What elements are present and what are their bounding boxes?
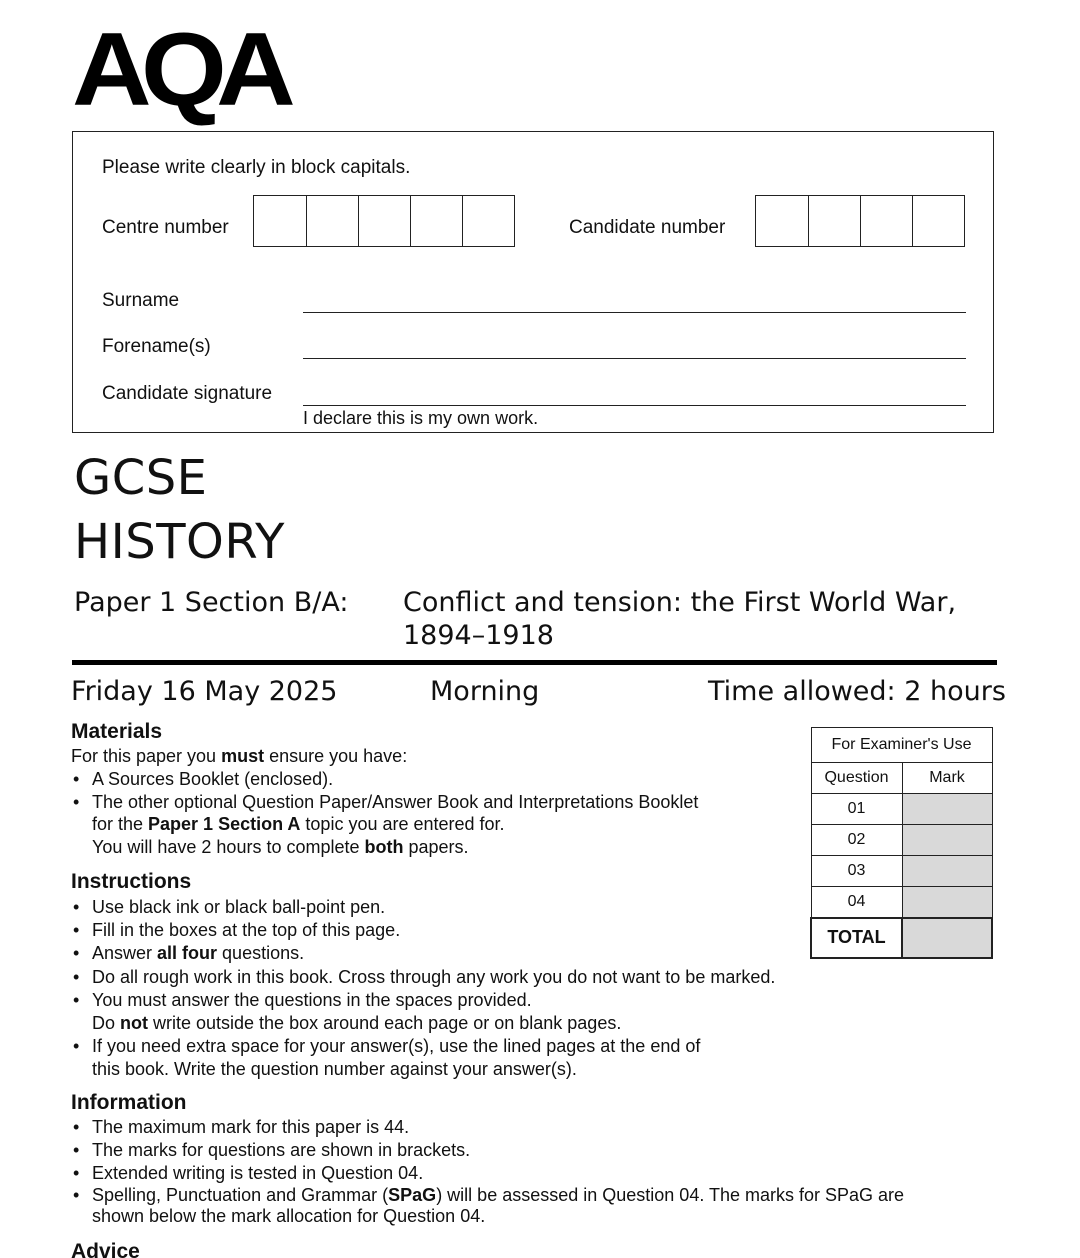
- subject-title: HISTORY: [74, 514, 285, 570]
- paper-title-line1: Conflict and tension: the First World War,: [403, 587, 957, 618]
- question-number: 04: [811, 887, 902, 918]
- centre-number-digit[interactable]: [358, 196, 410, 246]
- signature-label: Candidate signature: [102, 383, 273, 404]
- declaration-text: I declare this is my own work.: [303, 408, 539, 428]
- materials-list: [71, 768, 698, 858]
- question-number: 03: [811, 856, 902, 887]
- forenames-field[interactable]: [303, 358, 966, 359]
- surname-field[interactable]: [303, 312, 966, 313]
- table-row: [811, 887, 992, 918]
- total-row: [811, 918, 992, 958]
- list-item: • Use black ink or black ball-point pen.: [71, 896, 775, 919]
- list-item: • The maximum mark for this paper is 44.: [71, 1116, 904, 1139]
- list-item: • Answer all four questions.: [71, 942, 775, 965]
- information-heading: Information: [71, 1091, 187, 1114]
- list-item: • You must answer the questions in the spaces provided. Do not write outside the box around each page or on blank pages.: [71, 989, 775, 1035]
- time-allowed: Time allowed: 2 hours: [708, 676, 1006, 707]
- centre-number-label: Centre number: [102, 217, 229, 238]
- centre-number-boxes[interactable]: [253, 195, 515, 247]
- materials-intro: For this paper you must ensure you have:: [71, 746, 408, 766]
- mark-column-header: Mark: [902, 763, 992, 794]
- mark-cell: [902, 794, 992, 825]
- instructions-list: [71, 896, 775, 1082]
- mark-cell: [902, 825, 992, 856]
- aqa-logo: AQA: [72, 12, 286, 128]
- total-mark-cell: [902, 918, 992, 958]
- candidate-details-box: [72, 131, 994, 433]
- centre-number-digit[interactable]: [410, 196, 462, 246]
- examiners-use-table: [810, 727, 993, 959]
- centre-number-digit[interactable]: [254, 196, 306, 246]
- header-divider: [72, 660, 997, 665]
- table-row: [811, 856, 992, 887]
- advice-heading: Advice: [71, 1240, 140, 1258]
- centre-number-digit[interactable]: [306, 196, 358, 246]
- list-item: • Spelling, Punctuation and Grammar (SPaG) will be assessed in Question 04. The marks for SPaG are shown below the mark allocation for Question 04.: [71, 1185, 904, 1227]
- qualification-title: GCSE: [74, 450, 208, 506]
- information-list: [71, 1116, 904, 1227]
- paper-title-line2: 1894–1918: [403, 620, 554, 651]
- forenames-label: Forename(s): [102, 336, 211, 357]
- block-capitals-instruction: Please write clearly in block capitals.: [102, 157, 411, 178]
- list-item: • The other optional Question Paper/Answer Book and Interpretations Booklet for the Paper 1 Section A topic you are entered for. You will have 2 hours to complete both papers.: [71, 791, 698, 859]
- candidate-number-digit[interactable]: [860, 196, 912, 246]
- exam-session: Morning: [430, 676, 540, 707]
- instructions-heading: Instructions: [71, 870, 192, 893]
- materials-heading: Materials: [71, 720, 163, 743]
- candidate-number-digit[interactable]: [912, 196, 964, 246]
- examiners-use-title: For Examiner's Use: [811, 728, 992, 763]
- list-item: • Do all rough work in this book. Cross through any work you do not want to be marked.: [71, 966, 775, 989]
- list-item: • If you need extra space for your answer(s), use the lined pages at the end of this book. Write the question number against your answer(s).: [71, 1035, 775, 1081]
- list-item: • The marks for questions are shown in brackets.: [71, 1139, 904, 1162]
- question-number: 01: [811, 794, 902, 825]
- question-number: 02: [811, 825, 902, 856]
- candidate-number-label: Candidate number: [569, 217, 726, 238]
- candidate-number-digit[interactable]: [756, 196, 808, 246]
- list-item: • Extended writing is tested in Question 04.: [71, 1162, 904, 1185]
- question-column-header: Question: [811, 763, 902, 794]
- list-item: • Fill in the boxes at the top of this page.: [71, 919, 775, 942]
- table-row: [811, 825, 992, 856]
- table-row: [811, 794, 992, 825]
- mark-cell: [902, 887, 992, 918]
- candidate-number-digit[interactable]: [808, 196, 860, 246]
- candidate-number-boxes[interactable]: [755, 195, 965, 247]
- paper-label: Paper 1 Section B/A:: [74, 587, 349, 618]
- centre-number-digit[interactable]: [462, 196, 514, 246]
- mark-cell: [902, 856, 992, 887]
- exam-date: Friday 16 May 2025: [71, 676, 338, 707]
- surname-label: Surname: [102, 290, 180, 311]
- total-label: TOTAL: [811, 918, 902, 958]
- list-item: • A Sources Booklet (enclosed).: [71, 768, 698, 791]
- signature-field[interactable]: [303, 405, 966, 406]
